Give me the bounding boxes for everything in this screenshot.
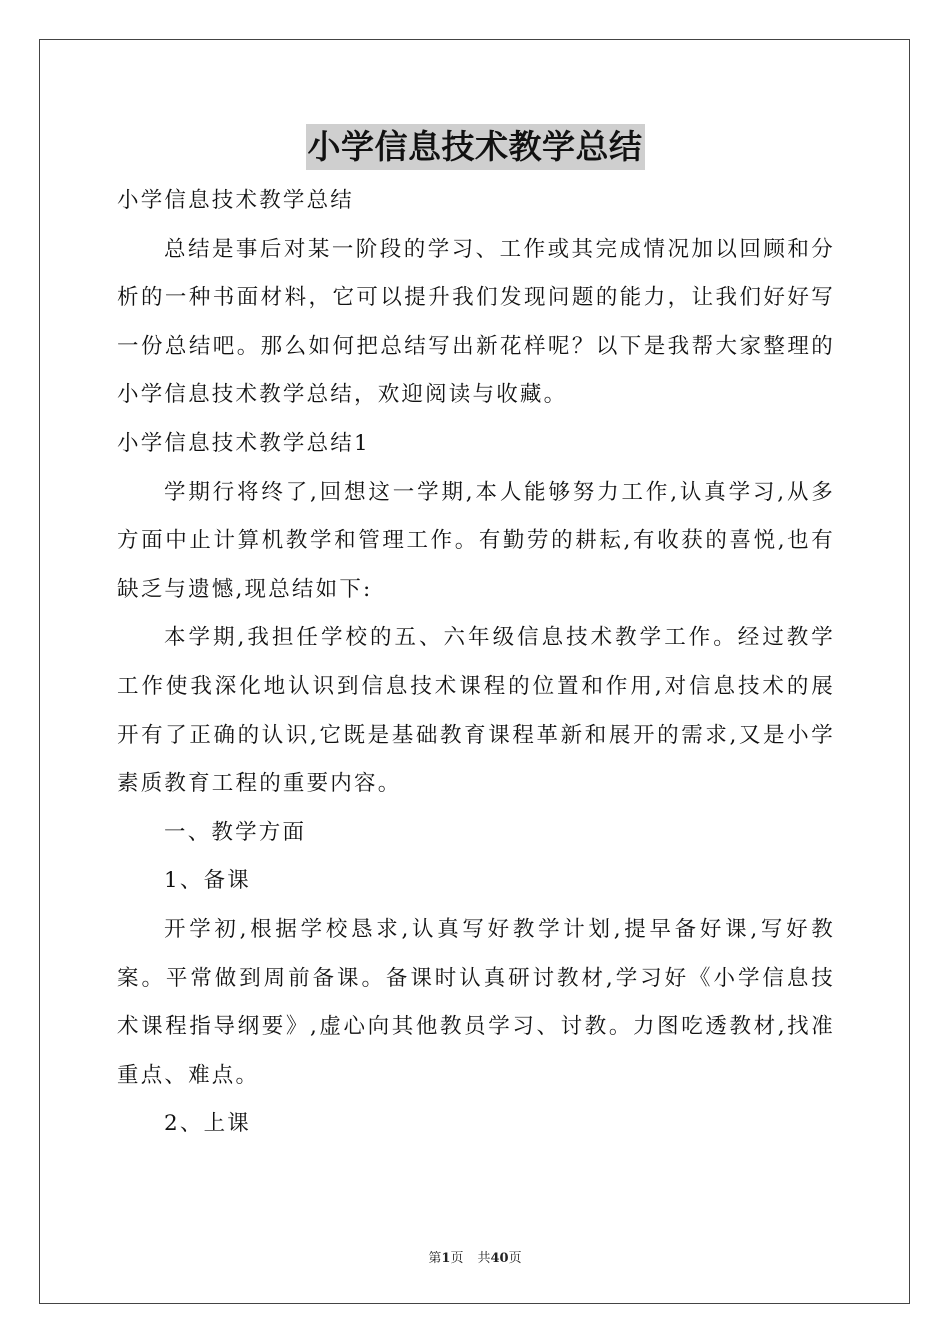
total-prefix: 共 (477, 1251, 491, 1266)
page-unit: 页 (450, 1251, 464, 1266)
title-area (0, 124, 950, 170)
total-unit: 页 (508, 1251, 522, 1266)
total-page-count: 40 (490, 1251, 509, 1266)
item-heading: 1、备课 (164, 868, 251, 894)
body-paragraph: 学期行将终了,回想这一学期,本人能够努力工作,认真学习,从多方面中止计算机教学和管理工作。有勤劳的耕耘,有收获的喜悦,也有缺乏与遗憾,现总结如下: (117, 479, 835, 602)
subsection-heading: 一、教学方面 (164, 819, 307, 845)
body-paragraph: 开学初,根据学校恳求,认真写好教学计划,提早备好课,写好教案。平常做到周前备课。备课时认真研讨教材,学习好《小学信息技术课程指导纲要》,虚心向其他教员学习、讨教。力图吃透教材,找准重点、难点。 (117, 916, 835, 1088)
document-title: 小学信息技术教学总结 (306, 124, 645, 170)
subtitle-line: 小学信息技术教学总结 (117, 188, 355, 213)
document-body (117, 177, 835, 1149)
page-prefix: 第 (428, 1251, 442, 1266)
current-page-number: 1 (441, 1251, 451, 1266)
section-heading: 小学信息技术教学总结1 (117, 430, 370, 456)
page-footer (0, 1247, 950, 1266)
intro-paragraph: 总结是事后对某一阶段的学习、工作或其完成情况加以回顾和分析的一种书面材料，它可以提升我们发现问题的能力，让我们好好写一份总结吧。那么如何把总结写出新花样呢？以下是我帮大家整理的小学信息技术教学总结，欢迎阅读与收藏。 (117, 236, 835, 408)
body-paragraph: 本学期,我担任学校的五、六年级信息技术教学工作。经过教学工作使我深化地认识到信息技术课程的位置和作用,对信息技术的展开有了正确的认识,它既是基础教育课程革新和展开的需求,又是小学素质教育工程的重要内容。 (117, 625, 835, 797)
item-heading: 2、上课 (164, 1111, 251, 1137)
